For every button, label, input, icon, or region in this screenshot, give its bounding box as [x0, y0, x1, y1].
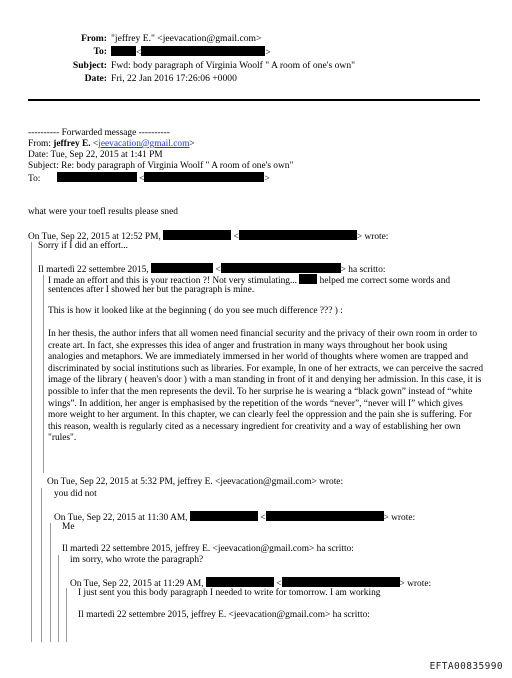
quote-text-6: I just sent you this body paragraph I needed to write for tomorrow. I am working: [78, 588, 381, 598]
forwarded-date-line: Date: Tue, Sep 22, 2015 at 1:41 PM: [28, 150, 163, 160]
header-from-value: "jeffrey E." <jeevacation@gmail.com>: [111, 33, 262, 44]
quote-intro-3: On Tue, Sep 22, 2015 at 5:32 PM, jeffrey E. <jeevacation@gmail.com> wrote:: [47, 477, 344, 487]
document-id: EFTA00835990: [429, 661, 503, 672]
redaction-bar: [163, 230, 231, 240]
redaction-bar: [151, 263, 213, 273]
forwarded-to-line: To: < >: [28, 174, 270, 184]
redaction-bar: [190, 511, 258, 521]
redaction-bar: [266, 511, 384, 521]
quote-intro-4: On Tue, Sep 22, 2015 at 11:30 AM, < > wrote:: [54, 513, 416, 523]
forwarded-marker: ---------- Forwarded message ----------: [28, 128, 170, 138]
redaction-bar: [144, 172, 264, 182]
redaction-bar: [206, 577, 274, 587]
forwarded-from-name: jeffrey E.: [53, 139, 91, 149]
quote-bar-5: [66, 588, 67, 642]
header-from-label: From:: [81, 33, 107, 44]
header-to-value: < >: [111, 46, 271, 59]
redaction-bar: [239, 230, 357, 240]
quote-text-2a: I made an effort and this is your reaction ?! Not very stimulating... helped me correct some words and: [48, 276, 451, 286]
redaction-bar: [141, 46, 265, 56]
redaction-bar: [57, 172, 137, 182]
quote-intro-6: On Tue, Sep 22, 2015 at 11:29 AM, < > wrote:: [70, 579, 432, 589]
quote-text-3: you did not: [54, 489, 97, 499]
forwarded-subject-line: Subject: Re: body paragraph of Virginia Woolf " A room of one's own": [28, 161, 294, 171]
quote-text-1: Sorry if I did an effort...: [38, 241, 128, 251]
header-subject-value: Fwd: body paragraph of Virginia Woolf " A room of one's own": [111, 60, 356, 71]
quote-bar-2: [41, 488, 42, 642]
header-divider: [28, 99, 480, 101]
quote-text-5: im sorry, who wrote the paragraph?: [70, 555, 204, 565]
quote-question: This is how it looked like at the beginning ( do you see much difference ??? ) :: [48, 306, 343, 316]
reply-line: what were your toefl results please sned: [28, 207, 178, 217]
redaction-bar: [299, 274, 317, 284]
quote-intro-5: Il martedì 22 settembre 2015, jeffrey E. <jeevacation@gmail.com> ha scritto:: [62, 544, 354, 554]
header-subject-label: Subject:: [72, 60, 107, 71]
essay-paragraph: In her thesis, the author infers that all women need financial security and the privacy of their own room in order to create art. In fact, she expresses this idea of anger and frustration in many ways throughout her book using analogies and metaphors. We are immediately immersed in her world of thoughts where women are trapped and discriminated by social institutions such as libraries. For example, In one of her extracts, we can perceive the sacred image of the library ( heaven's door ) with a man standing in front of it and denying her admission. In this case, it is possible to infer that the men represents the devil. To her surprise he is wearing a “black gown” instead of “white wings”. In addition, her anger is emphasised by the repetition of the words “never”, “never will I” which gives more weight to her argument. In this chapter, we can clearly feel the oppression and the pain she is suffering. For this reason, wealth is regularly cited as a necessary ingredient for creativity and a way of establishing her own "rules".: [48, 329, 484, 444]
quote-bar-inner: [43, 275, 44, 473]
quote-intro-2: Il martedì 22 settembre 2015, < > ha scritto:: [38, 265, 386, 275]
quote-bar-4: [58, 555, 59, 642]
quote-text-2b: sentences after I showed her but the paragraph is mine.: [48, 285, 255, 295]
redaction-bar: [111, 46, 136, 56]
redaction-bar: [221, 263, 341, 273]
forwarded-from-line: From: jeffrey E. <jeevacation@gmail.com>: [28, 139, 195, 149]
header-to-label: To:: [93, 46, 107, 57]
forwarded-email-link[interactable]: jeevacation@gmail.com: [98, 139, 190, 149]
quote-bar-3: [50, 523, 51, 642]
quote-intro-7: Il martedì 22 settembre 2015, jeffrey E. <jeevacation@gmail.com> ha scritto:: [78, 610, 370, 620]
redaction-bar: [282, 577, 400, 587]
header-date-value: Fri, 22 Jan 2016 17:26:06 +0000: [111, 73, 237, 84]
quote-intro-1: On Tue, Sep 22, 2015 at 12:52 PM, < > wrote:: [28, 232, 389, 242]
quote-text-4: Me: [62, 522, 75, 532]
header-date-label: Date:: [84, 73, 107, 84]
quote-bar-1: [31, 242, 32, 642]
